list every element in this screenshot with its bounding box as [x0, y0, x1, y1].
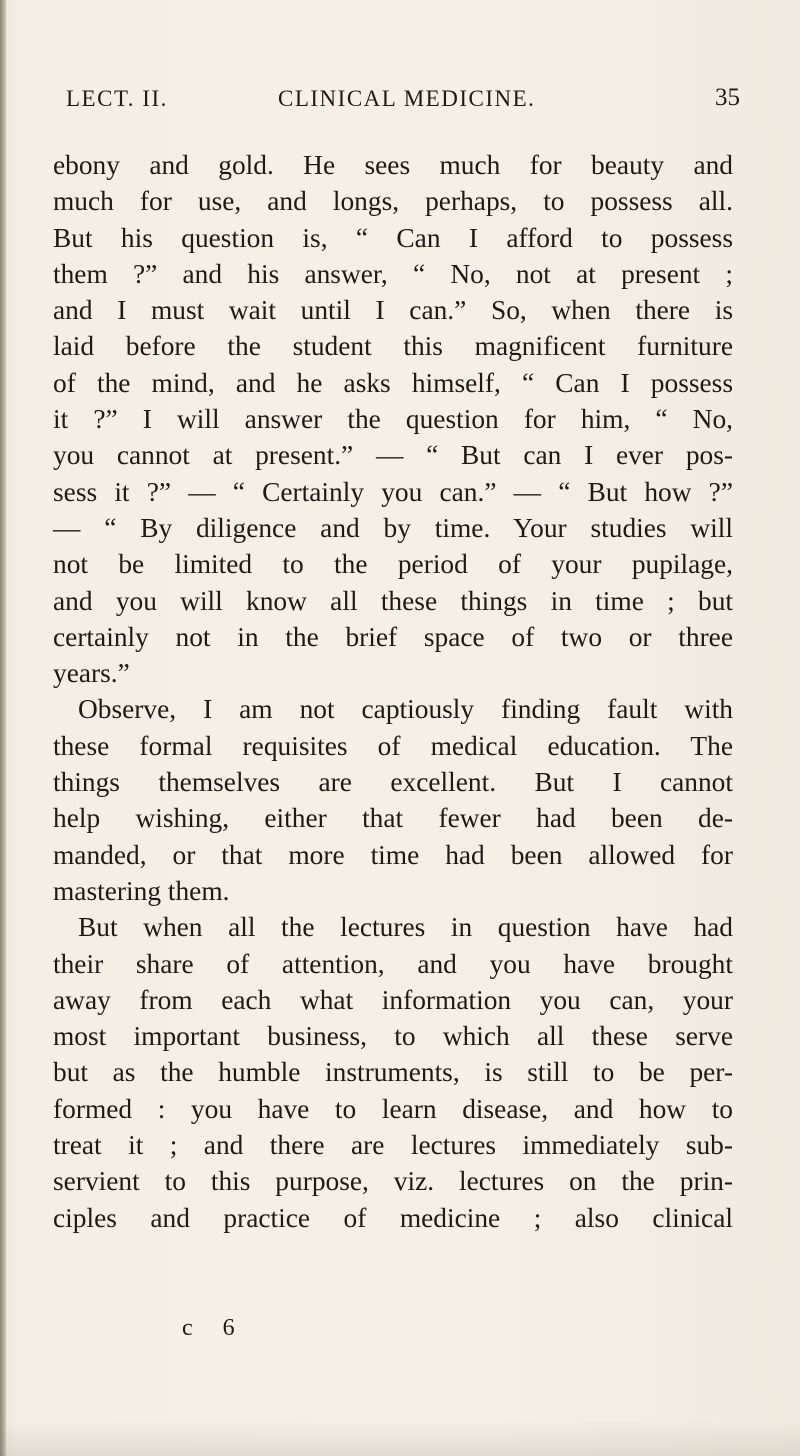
body-text [53, 147, 733, 1236]
text-line: servient to this purpose, viz. lectures on the prin- [53, 1166, 733, 1197]
header-lecture: LECT. II. [66, 86, 168, 111]
text-line: laid before the student this magnificent furniture [53, 331, 733, 362]
text-line: ciples and practice of medicine ; also clinical [53, 1202, 733, 1233]
text-line: and you will know all these things in time ; but [53, 585, 733, 616]
text-line: help wishing, either that fewer had been de- [53, 803, 733, 834]
text-line: away from each what information you can, your [53, 984, 733, 1015]
text-line: not be limited to the period of your pupilage, [53, 549, 733, 580]
text-line: treat it ; and there are lectures immediately sub- [53, 1130, 733, 1161]
text-line: things themselves are excellent. But I cannot [53, 767, 733, 798]
page-number: 35 [715, 84, 740, 111]
text-line: them ?” and his answer, “ No, not at present ; [53, 258, 733, 289]
text-line: manded, or that more time had been allowed for [53, 839, 733, 870]
text-line: ebony and gold. He sees much for beauty and [53, 150, 733, 180]
text-line: years.” [53, 658, 130, 689]
paragraph-start-line: But when all the lectures in question have had [78, 912, 733, 943]
text-line: much for use, and longs, perhaps, to possess all. [53, 186, 733, 217]
text-line: most important business, to which all these serve [53, 1021, 733, 1052]
text-line: these formal requisites of medical education. The [53, 730, 733, 761]
signature-mark: c 6 [182, 1315, 247, 1341]
text-line: formed : you have to learn disease, and how to [53, 1093, 733, 1124]
paragraph-start-line: Observe, I am not captiously finding fault with [78, 694, 733, 725]
text-line: of the mind, and he asks himself, “ Can I possess [53, 367, 733, 398]
text-line: but as the humble instruments, is still to be per- [53, 1057, 733, 1088]
text-line: you cannot at present.” — “ But can I ever pos- [53, 440, 733, 471]
text-line: But his question is, “ Can I afford to possess [53, 222, 733, 253]
running-header [40, 82, 800, 122]
text-line: their share of attention, and you have brought [53, 948, 733, 979]
text-line: and I must wait until I can.” So, when there is [53, 295, 733, 326]
text-line: certainly not in the brief space of two or three [53, 621, 733, 652]
header-title: CLINICAL MEDICINE. [278, 86, 536, 111]
text-line: — “ By diligence and by time. Your studies will [53, 512, 733, 543]
text-line: it ?” I will answer the question for him, “ No, [53, 404, 733, 435]
text-line: mastering them. [53, 875, 230, 906]
text-line: sess it ?” — “ Certainly you can.” — “ But how ?” [53, 476, 733, 507]
page-bottom-edge [0, 1420, 800, 1456]
page-gutter [0, 0, 6, 1456]
